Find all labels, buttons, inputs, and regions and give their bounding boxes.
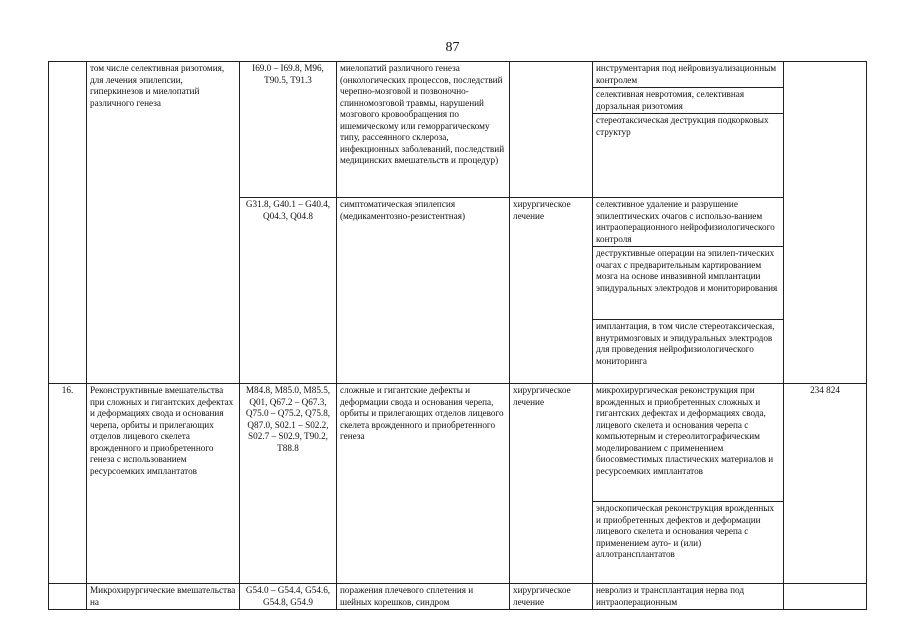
treatment-methods-cell	[593, 62, 784, 198]
treatment-methods-cell	[593, 198, 784, 384]
treatment-method-item: эндоскопическая реконструкция врожденных и приобретенных дефектов и деформации лицевого скелета и основания черепа с применением ауто- и (или) аллотрансплантатов	[596, 503, 775, 559]
icd-codes-cell: G31.8, G40.1 – G40.4, Q04.3, Q04.8	[240, 198, 337, 384]
cost-cell	[784, 62, 867, 384]
icd-codes-cell: I69.0 – I69.8, M96, T90.5, T91.3	[240, 62, 337, 198]
treatment-method-item: микрохирургическая реконструкция при врожденных и приобретенных сложных и гигантских дефектах и деформациях свода, лицевого скелета и основания черепа с компьютерным и стереолитографическим моделированием с применением биосовместимых пластических материалов и ресурсоемких имплантатов	[593, 384, 783, 502]
row-number-cell: 16.	[49, 384, 87, 584]
page-number: 87	[445, 40, 460, 55]
table-row	[49, 384, 867, 584]
treatment-method-item: имплантация, в том числе стереотаксическая, внутримозговых и эпидуральных электродов для проведения нейрофизиологического мониторинга	[596, 321, 775, 366]
treatment-method-item: инструментария под нейровизуализационным контролем	[593, 62, 783, 88]
treatment-method-item: селективная невротомия, селективная дорзальная ризотомия	[593, 88, 783, 114]
treatment-type-cell	[510, 62, 593, 198]
diagnosis-cell: миелопатий различного генеза (онкологических процессов, последствий черепно-мозговой и позвоночно-спинномозговой травмы, нарушений мозгового кровообращения по ишемическому или геморрагическому типу, рассеянного склероза, инфекционных заболеваний, последствий медицинских вмешательств и процедур)	[337, 62, 510, 198]
treatment-methods-cell	[593, 384, 784, 584]
treatment-method-item: селективное удаление и разрушение эпилептических очагов с использо-ванием интраоперационного нейрофизиологического контроля	[593, 198, 783, 247]
treatment-type-cell: хирургическое лечение	[510, 584, 593, 610]
cost-cell: 234 824	[784, 384, 867, 584]
treatment-method-item: деструктивные операции на эпилеп-тических очагах с предварительным картированием мозга на основе инвазивной имплантации эпидуральных электродов и мониторирования	[593, 247, 783, 320]
cost-cell	[784, 584, 867, 610]
diagnosis-cell: поражения плечевого сплетения и шейных корешков, синдром	[337, 584, 510, 610]
treatment-methods-cell	[593, 584, 784, 610]
icd-codes-cell: G54.0 – G54.4, G54.6, G54.8, G54.9	[240, 584, 337, 610]
table-row	[49, 62, 867, 198]
diagnosis-cell: сложные и гигантские дефекты и деформации свода и основания черепа, орбиты и прилегающих отделов лицевого скелета врожденного и приобретенного генеза	[337, 384, 510, 584]
treatment-type-cell: хирургическое лечение	[510, 384, 593, 584]
treatment-type-cell: хирургическое лечение	[510, 198, 593, 384]
method-group-cell: Реконструктивные вмешательства при сложных и гигантских дефектах и деформациях свода и основания черепа, орбиты и прилегающих отделов лицевого скелета врожденного и приобретенного генеза с использованием ресурсоемких имплантатов	[87, 384, 240, 584]
method-group-cell: Микрохирургические вмешательства на	[87, 584, 240, 610]
row-number-cell	[49, 62, 87, 384]
row-number-cell	[49, 584, 87, 610]
treatment-method-item: стереотаксическая деструкция подкорковых структур	[596, 115, 769, 137]
treatment-method-item: невролиз и трансплантация нерва под интраоперационным	[596, 585, 744, 607]
method-group-cell: том числе селективная ризотомия, для лечения эпилепсии, гиперкинезов и миелопатий различного генеза	[87, 62, 240, 384]
diagnosis-cell: симптоматическая эпилепсия (медикаментозно-резистентная)	[337, 198, 510, 384]
table-row	[49, 584, 867, 610]
icd-codes-cell: M84.8, M85.0, M85.5, Q01, Q67.2 – Q67.3, Q75.0 – Q75.2, Q75.8, Q87.0, S02.1 – S02.2, S02.7 – S02.9, T90.2, T88.8	[240, 384, 337, 584]
medical-care-table	[48, 61, 867, 610]
